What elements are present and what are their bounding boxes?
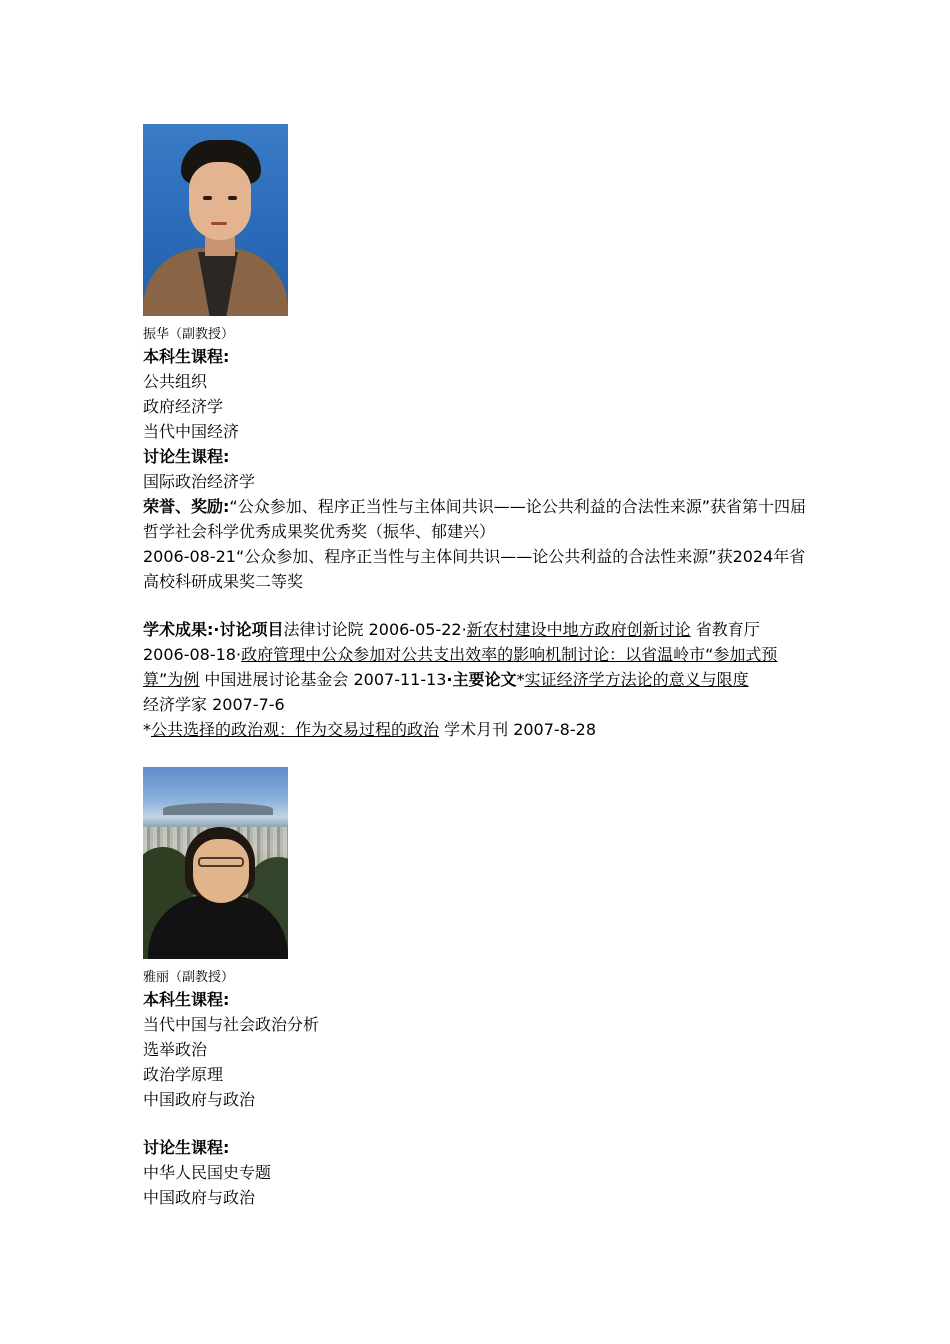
course-item: 公共组织 (143, 372, 208, 391)
project-link-2[interactable]: 政府管理中公众参加对公共支出效率的影响机制讨论：以省温岭市“参加式预算”为例 (143, 645, 778, 689)
grad-heading-2: 讨论生课程: (143, 1138, 230, 1157)
course-item: 中华人民国史专题 (143, 1163, 272, 1182)
course-item: 政府经济学 (143, 397, 224, 416)
profile-caption-1: 振华（副教授） (143, 327, 235, 342)
honors-paragraph (143, 494, 808, 544)
course-item: 中国政府与政治 (143, 1188, 256, 1207)
paper-link-2[interactable]: 公共选择的政治观：作为交易过程的政治 (151, 720, 440, 739)
course-item: 当代中国与社会政治分析 (143, 1015, 320, 1034)
honors-label: 荣誉、奖励: (143, 497, 230, 516)
research-paragraph: 学术成果:·讨论项目法律讨论院 2006-05-22·新农村建设中地方政府创新讨论 省教育厅 2006-08-18·政府管理中公众参加对公共支出效率的影响机制讨论：以省温岭市“参加式预算”为例 中国进展讨论基金会 2007-11-13·主要论文*实证经济学方法论的意义与限度 经济学家 2007-7-6 *公共选择的政治观：作为交易过程的政治 学术月刊 2007-8-28 (143, 620, 778, 739)
research-label: 学术成果: (143, 620, 214, 639)
undergrad-heading-1: 本科生课程: (143, 347, 230, 366)
projects-label: 讨论项目 (219, 620, 284, 639)
profile-photo-1 (143, 124, 288, 316)
course-item: 中国政府与政治 (143, 1090, 256, 1109)
grad-heading-1: 讨论生课程: (143, 447, 230, 466)
honors-text-1: “公众参加、程序正当性与主体间共识——论公共利益的合法性来源”获省第十四届哲学社会科学优秀成果奖优秀奖（振华、郁建兴） (143, 497, 806, 541)
profile-photo-2 (143, 767, 288, 959)
profile-caption-2: 雅丽（副教授） (143, 970, 235, 985)
project-link-1[interactable]: 新农村建设中地方政府创新讨论 (466, 620, 691, 639)
faculty-page (143, 124, 808, 1210)
undergrad-heading-2: 本科生课程: (143, 990, 230, 1009)
papers-label: 主要论文 (452, 670, 517, 689)
course-item: 选举政治 (143, 1040, 208, 1059)
honors-text-2: 2006-08-21“公众参加、程序正当性与主体间共识——论公共利益的合法性来源”获2024年省高校科研成果奖二等奖 (143, 547, 806, 591)
paper-link-1[interactable]: 实证经济学方法论的意义与限度 (524, 670, 749, 689)
course-item: 当代中国经济 (143, 422, 240, 441)
course-item: 政治学原理 (143, 1065, 224, 1084)
course-item: 国际政治经济学 (143, 472, 256, 491)
